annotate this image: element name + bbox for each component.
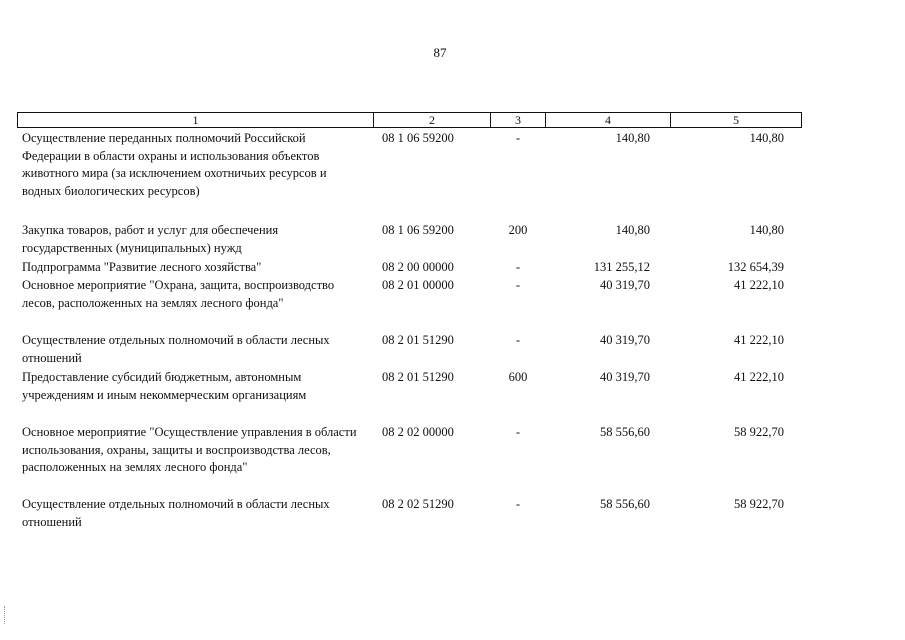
row-value-col4: 58 556,60	[600, 497, 650, 511]
row-code: 08 2 01 51290	[382, 370, 454, 384]
row-type: -	[515, 260, 521, 274]
row-value-col5: 140,80	[749, 131, 784, 145]
row-name: Осуществление переданных полномочий Российской Федерации в области охраны и использования объектов животного мира (за исключением охотничьих ресурсов и водных биологических ресурсов)	[22, 131, 327, 198]
row-type: -	[515, 278, 521, 292]
row-name: Основное мероприятие "Осуществление управления в области использования, охраны, защиты и воспроизводства лесов, расположенных на землях лесного фонда"	[22, 425, 357, 474]
margin-mark	[4, 606, 6, 624]
page-number: 87	[433, 45, 447, 60]
row-value-col4: 58 556,60	[600, 425, 650, 439]
header-col-5: 5	[733, 113, 739, 127]
row-type: -	[515, 425, 521, 439]
row-code: 08 2 02 00000	[382, 425, 454, 439]
row-value-col4: 40 319,70	[600, 370, 650, 384]
row-type: -	[515, 333, 521, 347]
row-type: -	[515, 131, 521, 145]
header-col-1: 1	[18, 113, 374, 127]
row-value-col5: 41 222,10	[734, 370, 784, 384]
row-name: Закупка товаров, работ и услуг для обеспечения государственных (муниципальных) нужд	[22, 223, 279, 255]
row-value-col4: 140,80	[615, 223, 650, 237]
row-value-col4: 140,80	[615, 131, 650, 145]
row-value-col4: 40 319,70	[600, 278, 650, 292]
row-code: 08 2 02 51290	[382, 497, 454, 511]
row-value-col4: 131 255,12	[593, 260, 650, 274]
row-code: 08 2 01 51290	[382, 333, 454, 347]
row-value-col5: 41 222,10	[734, 278, 784, 292]
row-value-col5: 41 222,10	[734, 333, 784, 347]
row-code: 08 2 01 00000	[382, 278, 454, 292]
row-type: 600	[508, 370, 528, 384]
row-value-col5: 132 654,39	[727, 260, 784, 274]
row-value-col5: 140,80	[749, 223, 784, 237]
row-name: Подпрограмма "Развитие лесного хозяйства"	[22, 260, 262, 274]
row-type: -	[515, 497, 521, 511]
row-code: 08 2 00 00000	[382, 260, 454, 274]
table-header	[17, 112, 802, 128]
row-value-col5: 58 922,70	[734, 497, 784, 511]
header-col-4: 4	[546, 113, 671, 127]
row-name: Предоставление субсидий бюджетным, автономным учреждениям и иным некоммерческим организациям	[22, 370, 307, 402]
row-code: 08 1 06 59200	[382, 131, 454, 145]
row-code: 08 1 06 59200	[382, 223, 454, 237]
row-type: 200	[508, 223, 528, 237]
row-name: Осуществление отдельных полномочий в области лесных отношений	[22, 497, 330, 529]
header-col-2: 2	[374, 113, 491, 127]
header-col-3: 3	[491, 113, 546, 127]
row-name: Основное мероприятие "Охрана, защита, воспроизводство лесов, расположенных на землях лесного фонда"	[22, 278, 335, 310]
row-value-col4: 40 319,70	[600, 333, 650, 347]
row-name: Осуществление отдельных полномочий в области лесных отношений	[22, 333, 330, 365]
row-value-col5: 58 922,70	[734, 425, 784, 439]
